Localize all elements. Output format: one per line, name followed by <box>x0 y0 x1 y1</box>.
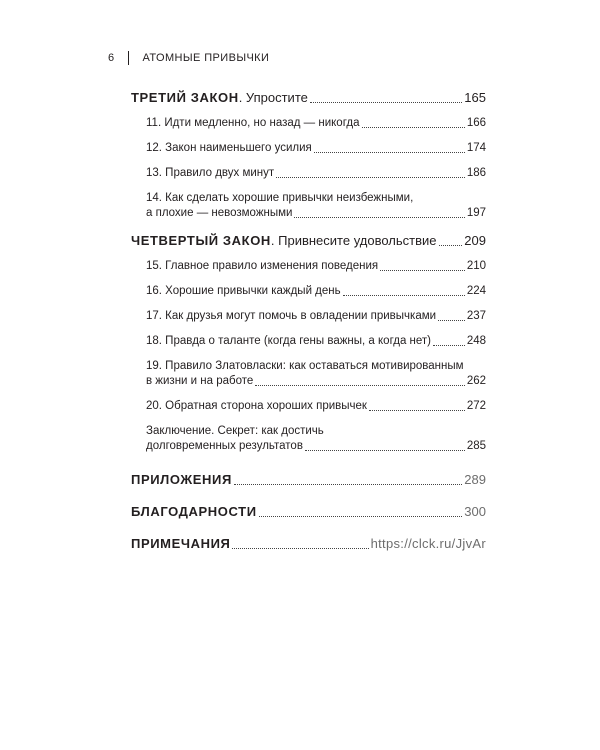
chapter-title: 12. Закон наименьшего усилия <box>146 142 312 154</box>
toc-chapter-20[interactable] <box>146 399 486 414</box>
section-title: ПРИМЕЧАНИЯ <box>131 536 231 551</box>
toc-chapter-13[interactable] <box>146 166 486 181</box>
section-title: БЛАГОДАРНОСТИ <box>131 504 257 519</box>
dot-leader <box>433 345 465 346</box>
toc-chapter-18[interactable] <box>146 334 486 349</box>
toc-page-number: 209 <box>464 233 486 248</box>
book-title: АТОМНЫЕ ПРИВЫЧКИ <box>142 52 270 64</box>
toc-page-number: 300 <box>464 504 486 519</box>
toc-page-number: 272 <box>466 400 486 412</box>
toc-page-number: 262 <box>466 375 486 387</box>
dot-leader <box>314 152 465 153</box>
toc-chapter-11[interactable] <box>146 116 486 131</box>
dot-leader <box>343 295 465 296</box>
chapter-title-line2: в жизни и на работе <box>146 375 254 387</box>
dot-leader <box>294 217 464 218</box>
toc-page-number: 224 <box>466 285 486 297</box>
toc-page-number: 165 <box>464 90 486 105</box>
toc-page-number: 174 <box>466 142 486 154</box>
toc-appendices[interactable] <box>131 472 486 488</box>
toc-notes[interactable] <box>131 536 486 552</box>
toc-acknowledgments[interactable] <box>131 504 486 520</box>
header-divider <box>128 51 129 65</box>
toc-chapter-15[interactable] <box>146 259 486 274</box>
toc-part-law3[interactable] <box>131 90 486 106</box>
toc-part-law4[interactable] <box>131 233 486 249</box>
dot-leader <box>255 385 465 386</box>
law3-chapters <box>131 116 486 221</box>
chapter-title-line1: Заключение. Секрет: как достичь <box>146 425 324 437</box>
dot-leader <box>380 270 465 271</box>
toc-chapter-12[interactable] <box>146 141 486 156</box>
toc-page-number: 237 <box>466 310 486 322</box>
chapter-title: 20. Обратная сторона хороших привычек <box>146 400 367 412</box>
toc-chapter-17[interactable] <box>146 309 486 324</box>
chapter-title: 13. Правило двух минут <box>146 167 275 179</box>
toc-conclusion[interactable] <box>146 424 486 454</box>
part-lead: ТРЕТИЙ ЗАКОН <box>131 90 239 105</box>
toc-chapter-19[interactable] <box>146 359 486 389</box>
toc-page-number: 210 <box>466 260 486 272</box>
toc-page-number: 289 <box>464 472 486 487</box>
notes-link[interactable]: https://clck.ru/JjvAr <box>370 536 486 551</box>
chapter-title-line1: 19. Правило Златовласки: как оставаться мотивированным <box>146 360 464 372</box>
section-title: ПРИЛОЖЕНИЯ <box>131 472 232 487</box>
part-lead: ЧЕТВЕРТЫЙ ЗАКОН <box>131 233 271 248</box>
table-of-contents <box>131 90 486 552</box>
dot-leader <box>305 450 465 451</box>
toc-page-number: 186 <box>466 167 486 179</box>
dot-leader <box>234 484 462 485</box>
toc-page-number: 285 <box>466 440 486 452</box>
chapter-title-line1: 14. Как сделать хорошие привычки неизбежными, <box>146 192 414 204</box>
chapter-title: 18. Правда о таланте (когда гены важны, а когда нет) <box>146 335 432 347</box>
page-number: 6 <box>108 52 115 64</box>
chapter-title: 17. Как друзья могут помочь в овладении привычками <box>146 310 437 322</box>
chapter-title-line2: а плохие — невозможными <box>146 207 293 219</box>
chapter-title: 16. Хорошие привычки каждый день <box>146 285 341 297</box>
dot-leader <box>439 245 463 246</box>
dot-leader <box>369 410 465 411</box>
part-title: . Упростите <box>238 90 308 105</box>
dot-leader <box>362 127 465 128</box>
dot-leader <box>276 177 465 178</box>
chapter-title: 11. Идти медленно, но назад — никогда <box>146 117 360 129</box>
dot-leader <box>438 320 465 321</box>
toc-chapter-16[interactable] <box>146 284 486 299</box>
chapter-title-line2: долговременных результатов <box>146 440 303 452</box>
part-title: . Привнесите удовольствие <box>270 233 437 248</box>
toc-page-number: 197 <box>466 207 486 219</box>
running-header <box>108 51 269 65</box>
chapter-title: 15. Главное правило изменения поведения <box>146 260 379 272</box>
toc-chapter-14[interactable] <box>146 191 486 221</box>
dot-leader <box>232 548 368 549</box>
dot-leader <box>310 102 462 103</box>
toc-page-number: 248 <box>466 335 486 347</box>
law4-chapters <box>131 259 486 454</box>
dot-leader <box>259 516 463 517</box>
toc-page-number: 166 <box>466 117 486 129</box>
